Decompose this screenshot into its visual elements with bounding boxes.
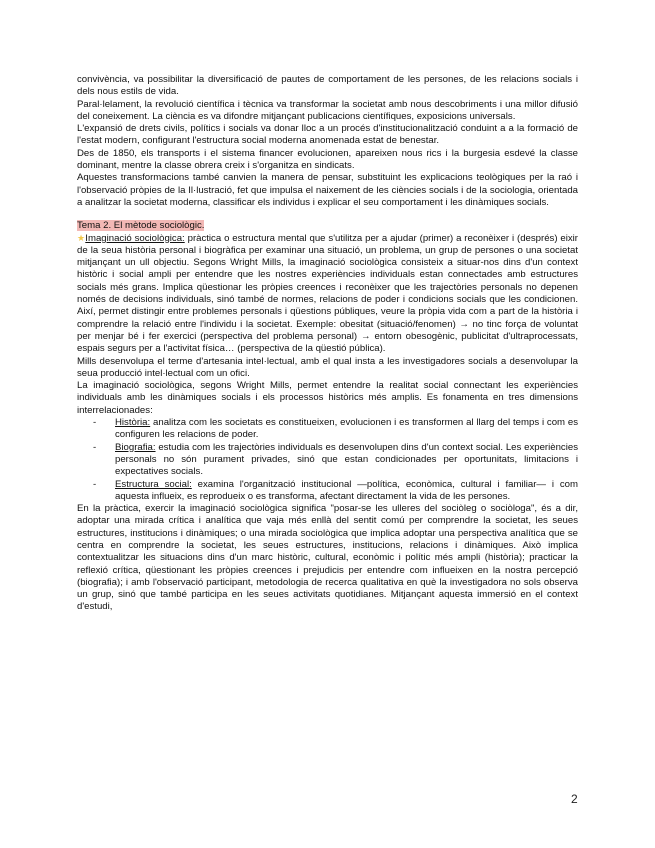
biografia-text: estudia com les trajectòries individuals es desenvolupen dins d'un context social. Les experiències personals no són purament privades, sinó que estan condicionades per oportunitats, limitacions i expectatives socials.: [115, 441, 578, 478]
paragraph-mills-artesania: Mills desenvolupa el terme d'artesania intel·lectual, amb el qual insta a les investigadores socials a desenvolupar la seua producció intel·lectual com un ofici.: [77, 355, 578, 379]
list-item-historia: [77, 417, 578, 442]
page-content: [77, 74, 578, 614]
imagination-definition: pràctica o estructura mental que s'utilitza per a ajudar (primer) a reconèixer i (després) eixir de la seua història personal i biogràfica per examinar una situació, un problema, un grup de persones o una societat mitjançant un ull objectiu. Segons Wright Mills, la imaginació sociològica consisteix a situar-nos dins d'un context històric i social ampli per entendre que les nostres experiències individuals estan connectades amb estructures socials més grans. Implica qüestionar les pròpies creences i reconèixer que les trajectòries personals no depenen només de decisions individuals, sinó també de normes, relacions de poder i condicions socials que les condicionen. Així, permet distingir entre problemes personals i qüestions públiques, veure la pròpia vida com a part de la història i comprendre la relació entre l'individu i la societat. Exemple: obesitat (situació/fenomen) → no tinc força de voluntat per menjar bé i fer exercici (perspectiva del problema personal) → entorn obesogènic, publicitat d'ultraprocessats, espais segurs per a l'activitat física… (perspectiva de la qüestió pública).: [77, 232, 578, 355]
bullet-dash: -: [93, 478, 97, 490]
term-biografia: Biografia:: [115, 441, 156, 453]
star-icon: ★: [77, 233, 86, 244]
list-item-estructura-social: [77, 479, 578, 504]
term-historia: Història:: [115, 417, 151, 429]
paragraph-imagination: [77, 233, 578, 356]
paragraph-transport-finance: Des de 1850, els transports i el sistema financer evolucionen, apareixen nous rics i la burgesia esdevé la classe dominant, mentre la classe obrera creix i s'organitza en sindicats.: [77, 147, 578, 172]
section-heading-wrapper: [77, 220, 578, 232]
paragraph-convivencia: convivència, va possibilitar la diversificació de pautes de comportament de les persones, de les relacions socials i dels nous estils de vida.: [77, 74, 578, 98]
paragraph-practice: En la pràctica, exercir la imaginació sociològica significa "posar-se les ulleres del sociòleg o sociòloga", és a dir, adoptar una mirada crítica i analítica que vaja més enllà del sentit comú per comprendre la societat, les seues estructures, institucions i dinàmiques; o una mirada sociològica que implica adoptar una perspectiva analítica que se centra en comprendre la societat, les seues estructures, institucions, relacions i dinàmiques. Això implica contextualitzar les situacions dins d'un marc històric, cultural, econòmic i polític més ampli (història); practicar la reflexió crítica, qüestionant les pròpies creences i prejudicis per entendre com influeixen en la nostra percepció (biografia); i amb l'observació participant, metodologia de recerca qualitativa en què la investigadora no sols observa un grup, sinó que també participa en les seues activitats quotidianes. Mitjançant aquesta immersió en el context d'estudi,: [77, 503, 578, 613]
historia-text: analitza com les societats es constitueixen, evolucionen i es transformen al llarg del temps i com es configuren les relacions de poder.: [115, 417, 578, 441]
paragraph-scientific-revolution: Paral·lelament, la revolució científica i tècnica va transformar la societat amb nous descobriments i una millor difusió del coneixement. La ciència es va difondre mitjançant publicacions científiques, exposicions universals.: [77, 98, 578, 122]
section-spacer: [77, 209, 578, 220]
paragraph-transformations: Aquestes transformacions també canvien la manera de pensar, substituint les explicacions teològiques per la raó i l'observació pròpies de la Il·lustració, fet que impulsa el naixement de les ciències socials i de la sociologia, orientada a analitzar la societat moderna, classificar els individus i explicar el seu comportament i les dinàmiques socials.: [77, 172, 578, 208]
paragraph-dimensions-intro: La imaginació sociològica, segons Wright Mills, permet entendre la realitat social connectant les experiències individuals amb les dinàmiques socials i els processos històrics més amplis. Es fonamenta en tres dimensions interrelacionades:: [77, 380, 578, 416]
term-imaginacio-sociologica: Imaginació sociològica:: [85, 232, 185, 244]
bullet-dash: -: [93, 441, 97, 453]
section-heading: Tema 2. El mètode sociològic.: [77, 220, 205, 232]
paragraph-civil-rights: L'expansió de drets civils, polítics i socials va donar lloc a un procés d'institucionalització conduint a a la formació de l'estat modern, configurant l'estructura social moderna anomenada estat de benestar.: [77, 123, 578, 147]
dimensions-list: [77, 417, 578, 503]
page-number: 2: [571, 792, 578, 806]
bullet-dash: -: [93, 417, 97, 429]
estructura-social-text: examina l'organització institucional —política, econòmica, cultural i familiar— i com aquesta influeix, es reprodueix o es transforma, afectant directament la vida de les persones.: [115, 478, 578, 502]
term-estructura-social: Estructura social:: [115, 478, 192, 490]
list-item-biografia: [77, 442, 578, 479]
